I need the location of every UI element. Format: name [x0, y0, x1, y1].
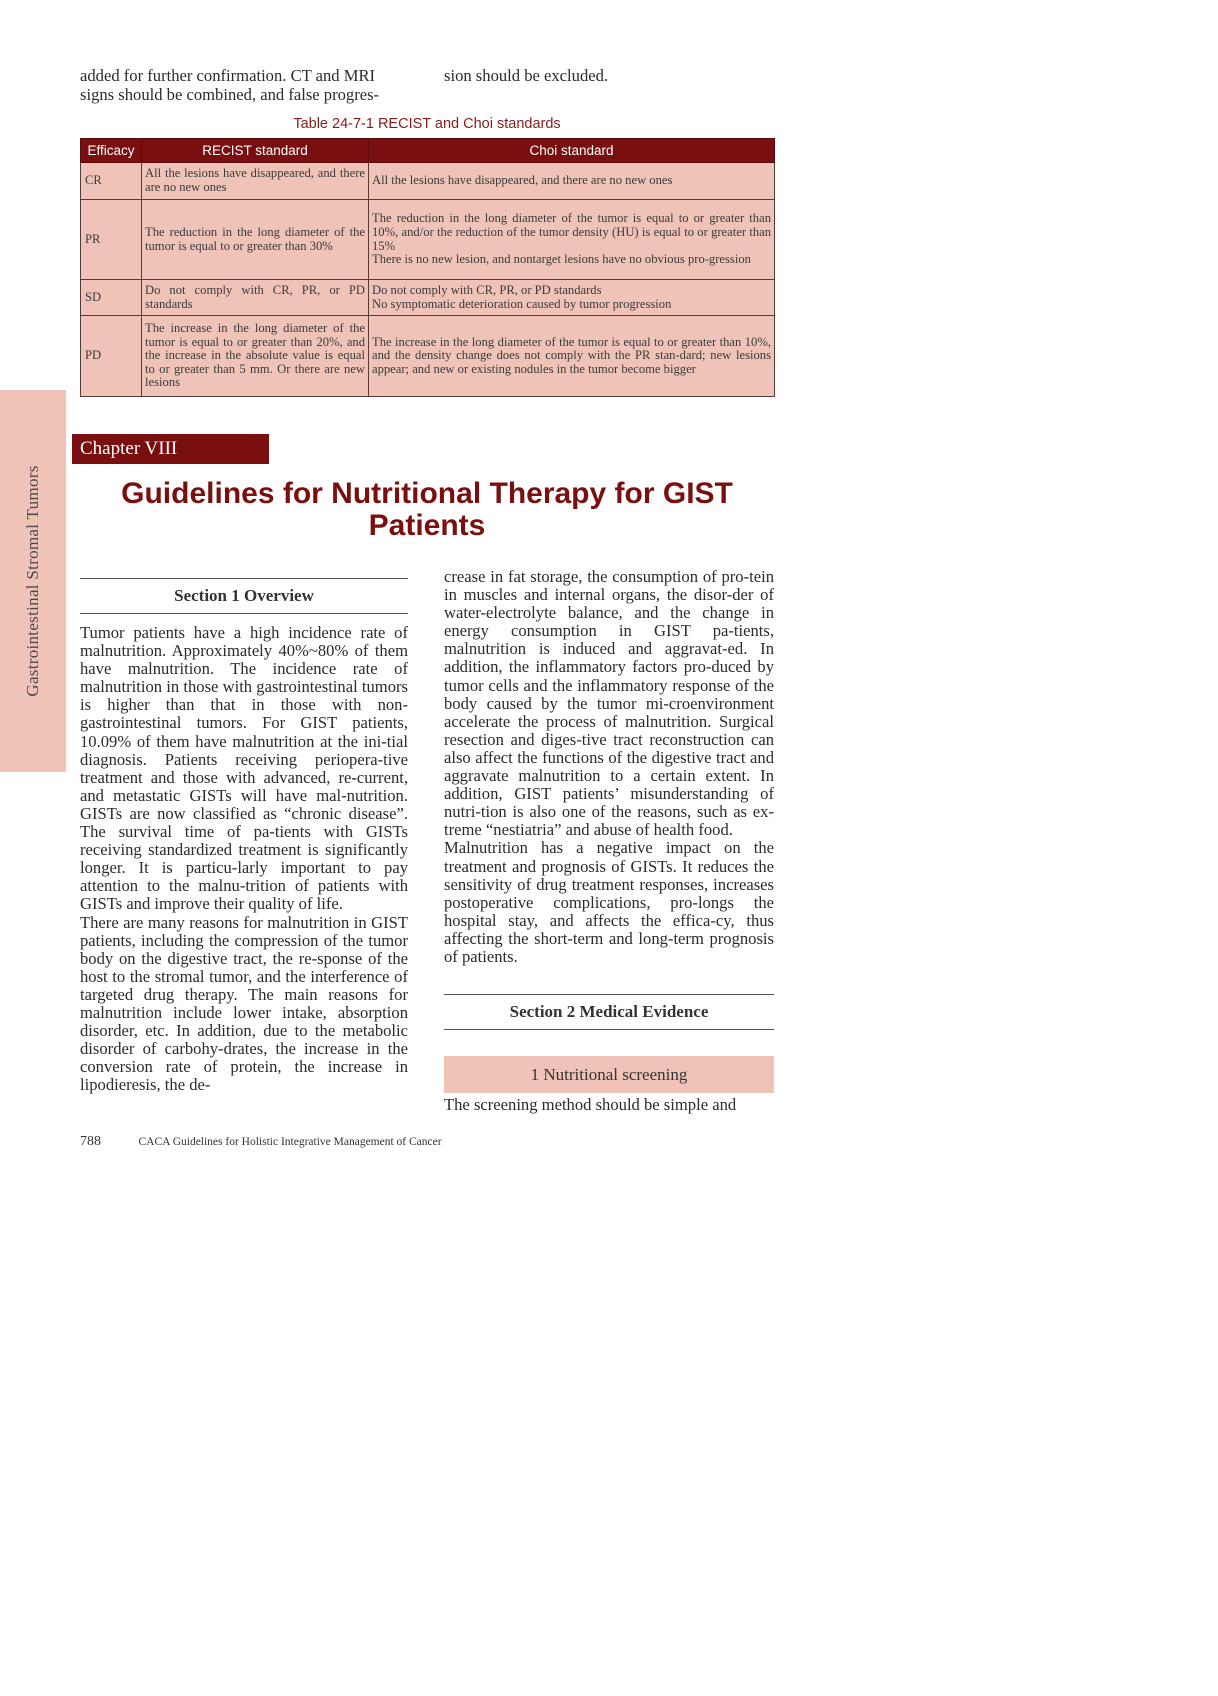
subsection-heading: 1 Nutritional screening [444, 1056, 774, 1093]
choi-line: The increase in the long diameter of the tumor is equal to or greater than 10%, and the density change does not comply with the PR stan-dard; new lesions appear; and new or existing nodules in the tumor become bigger [372, 334, 771, 376]
chapter-title-line: Guidelines for Nutritional Therapy for GIST [121, 477, 733, 510]
table-header-row [81, 139, 775, 163]
table-caption: Table 24-7-1 RECIST and Choi standards [293, 116, 561, 132]
choi-line: There is no new lesion, and nontarget lesions have no obvious pro-gression [372, 252, 751, 267]
choi-line: All the lesions have disappeared, and there are no new ones [372, 173, 673, 188]
table-row [81, 200, 775, 280]
chapter-label: Chapter VIII [72, 434, 269, 464]
section-heading: Section 2 Medical Evidence [444, 994, 774, 1030]
efficacy-cell: SD [81, 280, 142, 316]
table-row [81, 316, 775, 397]
continued-text-right: sion should be excluded. [444, 66, 609, 85]
paragraph: crease in fat storage, the consumption of pro-tein in muscles and internal organs, the disor-der of water-electrolyte balance, and the change in energy consumption in GIST pa-tients, malnutrition is induced and aggravat-ed. In addition, the inflammatory factors pro-duced by tumor cells and the inflammatory response of the body caused by the tumor mi-croenvironment accelerate the process of malnutrition. Surgical resection and diges-tive tract reconstruction can also affect the functions of the digestive tract and aggravate malnutrition to a certain extent. In addition, GIST patients’ misunderstanding of nutri-tion is also one of the reasons, such as ex-treme “nestiatria” and abuse of health food. [444, 567, 774, 840]
header-recist: RECIST standard [142, 139, 369, 163]
book-title: CACA Guidelines for Holistic Integrative Management of Cancer [138, 1136, 442, 1148]
choi-line: No symptomatic deterioration caused by tumor progression [372, 296, 672, 311]
table-row [81, 280, 775, 316]
paragraph: There are many reasons for malnutrition in GIST patients, including the compression of the tumor body on the digestive tract, the re-sponse of the host to the stromal tumor, and the interference of targeted drug therapy. The main reasons for malnutrition include lower intake, absorption disorder, etc. In addition, due to the metabolic disorder of carbohy-drates, the increase in the conversion rate of protein, the increase in lipodieresis, the de- [80, 912, 408, 1095]
choi-cell [369, 316, 775, 397]
efficacy-cell: PD [81, 316, 142, 397]
page-footer [80, 1134, 442, 1150]
left-column [80, 624, 408, 1094]
choi-cell [369, 200, 775, 280]
recist-choi-table [80, 138, 775, 397]
table-row [81, 163, 775, 200]
choi-line: Do not comply with CR, PR, or PD standards [372, 282, 602, 297]
side-tab [0, 390, 66, 772]
side-tab-label: Gastrointestinal Stromal Tumors [23, 465, 42, 697]
recist-cell: All the lesions have disappeared, and there are no new ones [142, 163, 369, 200]
right-column [444, 568, 774, 966]
efficacy-cell: CR [81, 163, 142, 200]
recist-cell: The reduction in the long diameter of the tumor is equal to or greater than 30% [142, 200, 369, 280]
choi-cell [369, 163, 775, 200]
header-choi: Choi standard [369, 139, 775, 163]
header-efficacy: Efficacy [81, 139, 142, 163]
recist-cell: Do not comply with CR, PR, or PD standards [142, 280, 369, 316]
recist-cell: The increase in the long diameter of the tumor is equal to or greater than 20%, and the increase in the absolute value is equal to or greater than 5 mm. Or there are new lesions [142, 316, 369, 397]
paragraph: Malnutrition has a negative impact on the treatment and prognosis of GISTs. It reduces the sensitivity of drug treatment responses, increases postoperative complications, pro-longs the hospital stay, and affects the effica-cy, thus affecting the short-term and long-term prognosis of patients. [444, 838, 774, 966]
chapter-title [80, 478, 774, 542]
continued-text-left: added for further confirmation. CT and MRI signs should be combined, and false progres- [80, 66, 380, 104]
choi-line: The reduction in the long diameter of the tumor is equal to or greater than 10%, and/or the reduction of the tumor density (HU) is equal to or greater than 15% [372, 211, 771, 253]
paragraph: Tumor patients have a high incidence rate of malnutrition. Approximately 40%~80% of them have malnutrition. The incidence rate of malnutrition in those with gastrointestinal tumors is higher than that in those with non-gastrointestinal tumors. For GIST patients, 10.09% of them have malnutrition at the ini-tial diagnosis. Patients receiving periopera-tive treatment and those with advanced, re-current, and metastatic GISTs will have mal-nutrition. GISTs are now classified as “chronic disease”. The survival time of pa-tients with GISTs receiving standardized treatment is significantly longer. It is particu-larly important to pay attention to the malnu-trition of patients with GISTs and improve their quality of life. [80, 623, 408, 914]
paragraph: The screening method should be simple and [444, 1095, 737, 1114]
choi-cell [369, 280, 775, 316]
efficacy-cell: PR [81, 200, 142, 280]
section-heading: Section 1 Overview [80, 578, 408, 614]
chapter-title-line: Patients [368, 509, 486, 542]
page-number: 788 [80, 1134, 101, 1149]
